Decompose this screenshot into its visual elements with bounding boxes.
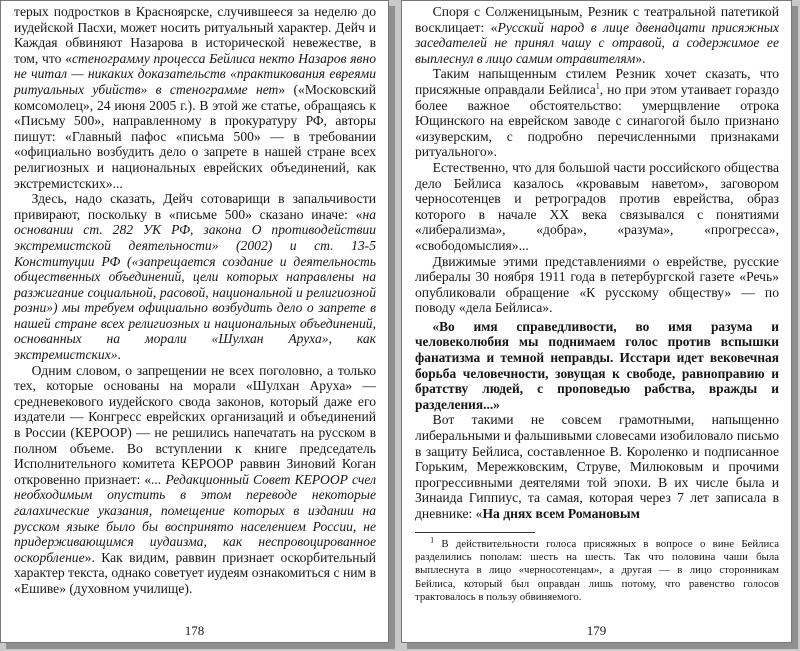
text-run: «Во имя справедливости, во имя разума и человеколюбия мы поднимаем голос против вспышки фанатизма и темной неправды. Исстари идет вековечная борьба человечности, зовущая к свободе, равноправию и братству людей, с проповедью рабства, вражды и разделения...» — [415, 318, 779, 412]
footnote-separator — [415, 532, 535, 533]
text-run: Вот такими не совсем грамотными, напыщенно либеральными и фальшивыми словесами изобиловало письмо в защиту Бейлиса, составленное В. Короленко и подписанное Горьким, Мережковским, Струве, Милюковым и прочими прогрессивными деятелями той эпохи. В их числе была и Зинаида Гиппиус, та самая, которая через 7 лет записала в дневнике: « — [415, 412, 779, 521]
right-page — [401, 0, 792, 643]
text-run: Естественно, что для большой части российского общества дело Бейлиса казалось «кровавым наветом», заговором черносотенцев и ретроградов против еврейства, образ которого в начале XX века связывался с понятиями «либерализма», «добра», «разума», «прогресса», «свободомыслия»... — [415, 159, 779, 253]
text-run: терых подростков в Красноярске, случившееся за неделю до иудейской Пасхи, может носить ритуальный характер. Дейч и Каждая обвиняют Назарова в исторической невежестве, в том, что « — [14, 4, 376, 66]
paragraph — [14, 4, 376, 191]
text-run: » («Московский комсомолец», 24 июня 2005 г.). В этой же статье, обращаясь к «Письму 500», направленному в прокуратуру РФ, авторы пишут: «Главный пафос «письма 500» — в требовании «официально возбудить дело о запрете в нашей стране всех религиозных и национальных еврейских объединений, как экстремистских»... — [14, 81, 376, 191]
text-run: ». Как видим, раввин признает оскорбительный характер текста, однако советует иудеям ознакомиться с ним в «Ешиве» (духовном училище). — [14, 549, 376, 596]
page-shadow — [6, 643, 395, 649]
text-run: Споря с Солженицыным, Резник с театральной патетикой восклицает: « — [415, 4, 779, 35]
bold-quote: На днях всем Романовым — [482, 506, 640, 521]
page-shadow — [407, 643, 798, 649]
text-run: Движимые этими представлениями о еврействе, русские либералы 30 ноября 1911 года в петербургской газете «Речь» опубликовали обращение «К русскому обществу» — по поводу «дела Бейлиса». — [415, 253, 779, 316]
italic-quote: ... Редакционный Совет КЕРООР счел необходимым опустить в этом переводе некоторые галахические указания, помещение которых в издании на русском языке было бы воспринято населением России, не придерживающимся иудаизма, как неспровоцированное оскорбление — [14, 471, 376, 565]
footnote — [415, 535, 779, 605]
paragraph — [415, 160, 779, 254]
paragraph — [415, 254, 779, 316]
text-run: В действительности голоса присяжных в вопросе о вине Бейлиса разделились пополам: шесть на шесть. Так что половина чаши была выплеснута в лицо «черносотенцам», а другая — в лицо сторонникам Бейлиса, который был оправдан лишь потому, что равенство голосов трактовалось в пользу обвиняемого. — [415, 537, 779, 604]
italic-quote: на основании ст. 282 УК РФ, закона О противодействии экстремистской деятельности» (2002) и ст. 13-5 Конституции РФ («запрещается создание и деятельность общественных объединений, цели которых направлены на разжигание социальной, расовой, национальной и религиозной розни») мы требуем официально возбудить дело о запрете в нашей стране всех религиозных и национальных объединений, основанных на морали «Шулхан Аруха», как экстремистских» — [14, 206, 376, 363]
page-shadow — [792, 6, 798, 649]
left-page — [0, 0, 389, 643]
page-number-left: 178 — [184, 623, 205, 638]
paragraph — [14, 363, 376, 597]
text-run: . — [117, 347, 121, 363]
paragraph — [415, 412, 779, 521]
text-run: Здесь, надо сказать, Дейч сотоварищи в запальчивости привирают, поскольку в «письме 500» сказано иначе: « — [14, 191, 376, 222]
left-page-body — [14, 4, 376, 597]
paragraph — [415, 4, 779, 66]
paragraph — [14, 191, 376, 363]
right-page-body — [415, 4, 779, 522]
text-run: Одним словом, о запрещении не всех поголовно, а только тех, которые основаны на морали «Шулхан Аруха» — средневекового иудейского свода законов, который даже его издатели — Конгресс еврейских организаций и объединений в России (КЕРООР) — не решились напечатать на русском в полном объеме. Во вступлении к книге председатель Исполнительного комитета КЕРООР раввин Зиновий Коган откровенно признает: « — [14, 362, 376, 487]
bold-paragraph — [415, 319, 779, 413]
footnote-ref: 1 — [595, 81, 600, 91]
footnote-ref: 1 — [430, 535, 435, 544]
paragraph — [415, 66, 779, 160]
italic-quote: Русский народ в лице двенадцати присяжных заседателей не принял чашу с отравой, а содержимое ее выплеснул в лицо самим отравителям — [415, 19, 779, 66]
text-run: , но при этом утаивает гораздо более важное обстоятельство: умерщвление отрока Ющинского на еврейском заводе с синагогой было признано «изуверским, с подробно перечисленными признаками ритуального». — [415, 81, 779, 160]
page-number-right: 179 — [586, 623, 607, 638]
text-run: ». — [635, 50, 646, 66]
page-shadow — [389, 6, 395, 649]
italic-quote: стенограмму процесса Бейлиса некто Назаров явно не читал — никаких доказательств «практикования евреями ритуальных убийств» в стенограмме нет — [14, 50, 376, 97]
text-run: Таким напыщенным стилем Резник хочет сказать, что присяжные оправдали Бейлиса — [415, 66, 779, 97]
